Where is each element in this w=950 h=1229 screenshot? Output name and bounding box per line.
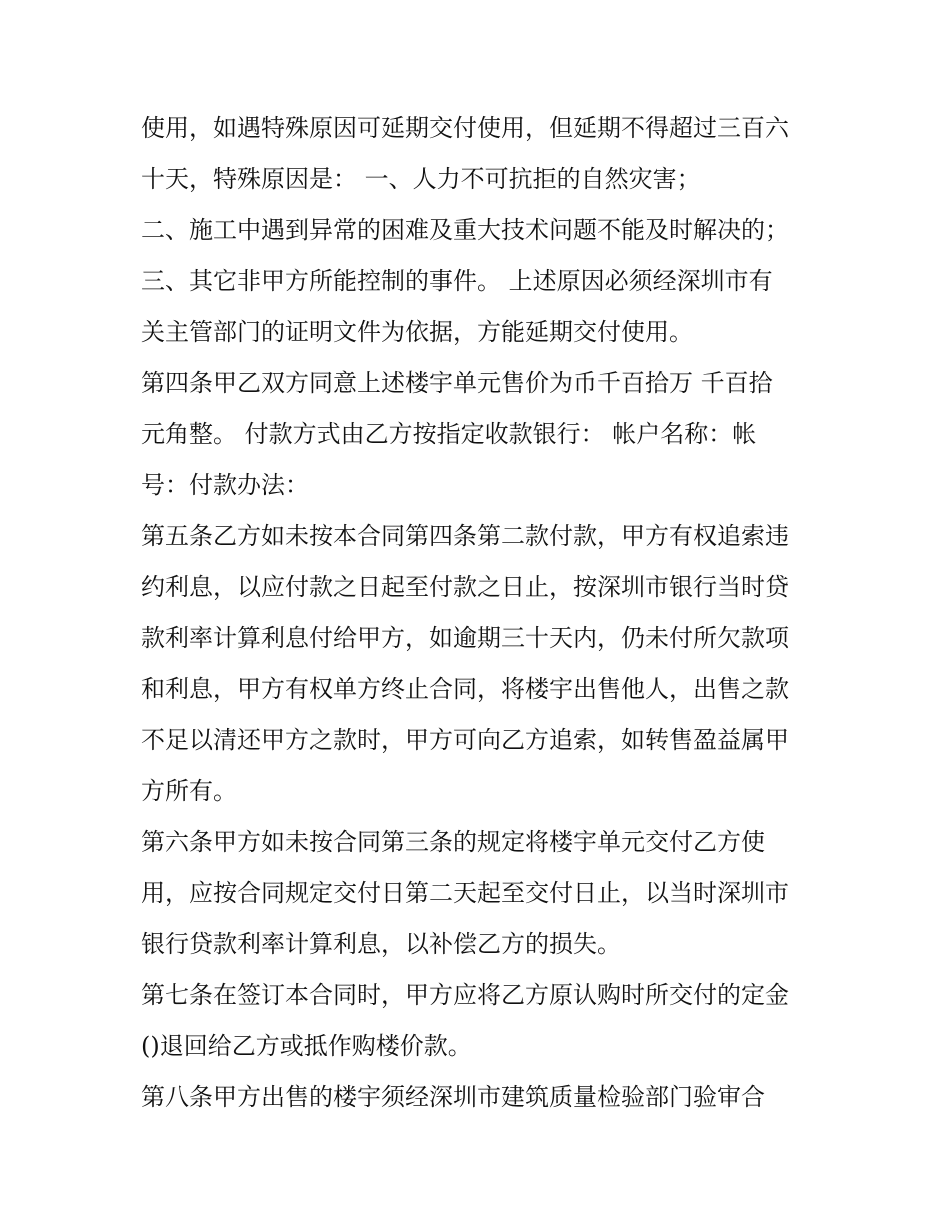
text-line: 二、施工中遇到异常的困难及重大技术问题不能及时解决的； (141, 216, 789, 244)
article-5-line: 第五条乙方如未按本合同第四条第二款付款，甲方有权追索违 (141, 522, 789, 550)
text-line: 不足以清还甲方之款时，甲方可向乙方追索，如转售盈益属甲 (141, 726, 789, 754)
text-line: 用，应按合同规定交付日第二天起至交付日止，以当时深圳市 (141, 879, 789, 907)
article-7-line: 第七条在签订本合同时，甲方应将乙方原认购时所交付的定金 (141, 981, 789, 1009)
contract-text-body (141, 103, 821, 1123)
text-line: 号：付款办法： (141, 471, 309, 499)
text-line: 和利息，甲方有权单方终止合同，将楼宇出售他人，出售之款 (141, 675, 789, 703)
text-line: 关主管部门的证明文件为依据，方能延期交付使用。 (141, 318, 693, 346)
text-line: 约利息，以应付款之日起至付款之日止，按深圳市银行当时贷 (141, 573, 789, 601)
article-6-line: 第六条甲方如未按合同第三条的规定将楼宇单元交付乙方使 (141, 828, 765, 856)
text-line: 三、其它非甲方所能控制的事件。 上述原因必须经深圳市有 (141, 267, 773, 295)
text-line: 方所有。 (141, 777, 237, 805)
text-line: 元角整。 付款方式由乙方按指定收款银行： 帐户名称：帐 (141, 420, 757, 448)
text-line: 使用，如遇特殊原因可延期交付使用，但延期不得超过三百六 (141, 114, 789, 142)
article-4-line: 第四条甲乙双方同意上述楼宇单元售价为币千百拾万 千百拾 (141, 369, 773, 397)
text-line: 十天，特殊原因是： 一、人力不可抗拒的自然灾害； (141, 165, 701, 193)
text-line: 款利率计算利息付给甲方，如逾期三十天内，仍未付所欠款项 (141, 624, 789, 652)
article-8-line: 第八条甲方出售的楼宇须经深圳市建筑质量检验部门验审合 (141, 1083, 765, 1111)
text-line: 银行贷款利率计算利息，以补偿乙方的损失。 (141, 930, 621, 958)
text-line: ()退回给乙方或抵作购楼价款。 (141, 1032, 472, 1060)
